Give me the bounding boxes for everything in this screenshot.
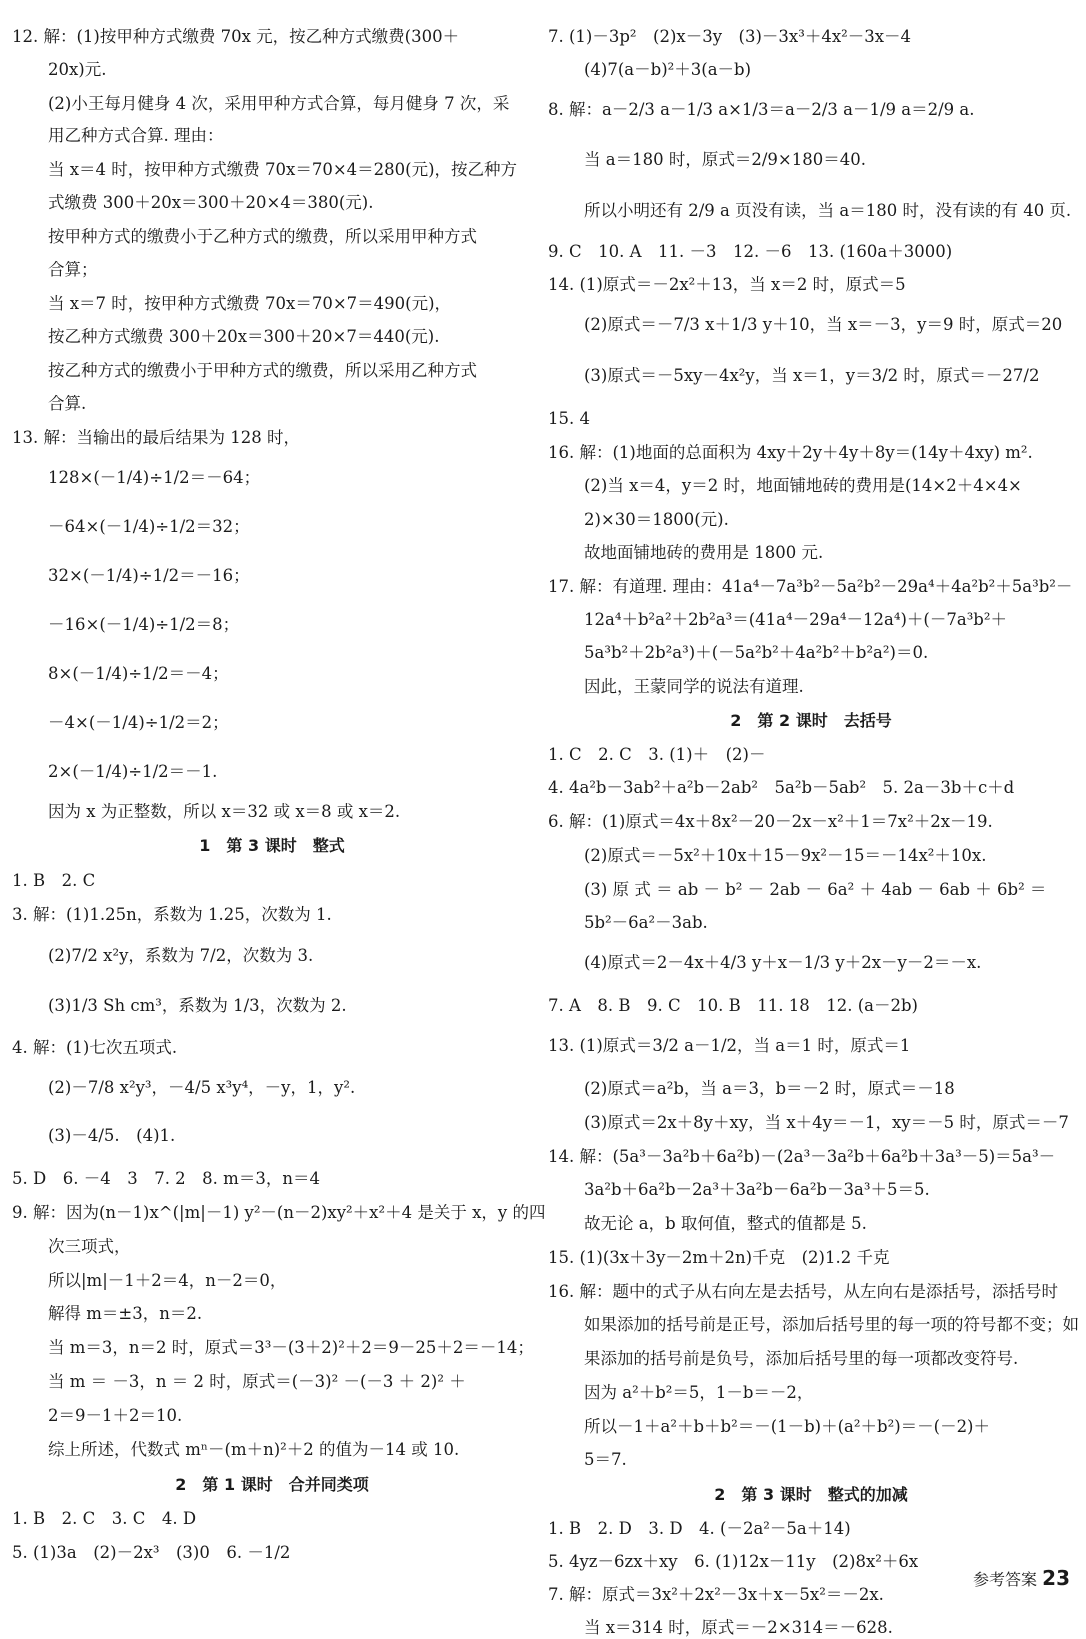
answer-line: 2×(－1/4)÷1/2＝－1. (48, 762, 218, 781)
answer-line: 7. A 8. B 9. C 10. B 11. 18 12. (a－2b) (548, 996, 918, 1015)
answer-line: 所以－1＋a²＋b＋b²＝－(1－b)＋(a²＋b²)＝－(－2)＋ (584, 1417, 990, 1436)
answer-line: 17. 解：有道理. 理由：41a⁴－7a³b²－5a²b²－29a⁴＋4a²b²＋5a³b²－ (548, 577, 1073, 596)
answer-line: 7. (1)－3p² (2)x－3y (3)－3x³＋4x²－3x－4 (548, 27, 912, 46)
section-heading: 2 第 3 课时 整式的加减 (714, 1485, 908, 1504)
answer-line: 综上所述，代数式 mⁿ－(m＋n)²＋2 的值为－14 或 10. (48, 1440, 460, 1459)
answer-line: 8. 解：a－2/3 a－1/3 a×1/3＝a－2/3 a－1/9 a＝2/9 a. (548, 100, 975, 119)
answer-line: 8×(－1/4)÷1/2＝－4； (48, 664, 229, 683)
answer-line: －4×(－1/4)÷1/2＝2； (48, 713, 229, 732)
answer-line: 5＝7. (584, 1450, 627, 1469)
answer-line: 如果添加的括号前是正号，添加后括号里的每一项的符号都不变；如 (584, 1315, 1079, 1334)
answer-line: 15. (1)(3x＋3y－2m＋2n)千克 (2)1.2 千克 (548, 1248, 890, 1267)
answer-line: 按乙种方式的缴费小于甲种方式的缴费，所以采用乙种方式 (48, 361, 477, 380)
answer-line: 当 m ＝ －3，n ＝ 2 时，原式＝(－3)² －(－3 ＋ 2)² ＋ (48, 1372, 466, 1391)
answer-line: 式缴费 300＋20x＝300＋20×4＝380(元). (48, 193, 374, 212)
answer-line: 20x)元. (48, 60, 107, 79)
answer-line: (2)原式＝－7/3 x＋1/3 y＋10，当 x＝－3，y＝9 时，原式＝20 (584, 315, 1063, 334)
answer-line: 32×(－1/4)÷1/2＝－16； (48, 566, 250, 585)
answer-line: 因为 a²＋b²＝5，1－b＝－2， (584, 1383, 814, 1402)
answer-line: 15. 4 (548, 409, 590, 428)
answer-line: 12a⁴＋b²a²＋2b²a³＝(41a⁴－29a⁴－12a⁴)＋(－7a³b²＋ (584, 610, 1007, 629)
answer-line: 9. 解：因为(n－1)x^(|m|－1) y²－(n－2)xy²＋x²＋4 是关于 x，y 的四 (12, 1203, 546, 1222)
answer-line: (4)原式＝2－4x＋4/3 y＋x－1/3 y＋2x－y－2＝－x. (584, 953, 982, 972)
answer-line: (3)原式＝2x＋8y＋xy，当 x＋4y＝－1，xy＝－5 时，原式＝－7 (584, 1113, 1069, 1132)
answer-line: 5. (1)3a (2)－2x³ (3)0 6. －1/2 (12, 1543, 291, 1562)
answer-line: －16×(－1/4)÷1/2＝8； (48, 615, 240, 634)
section-heading: 1 第 3 课时 整式 (199, 836, 345, 855)
answer-line: (2)7/2 x²y，系数为 7/2，次数为 3. (48, 946, 314, 965)
section-heading: 2 第 2 课时 去括号 (730, 711, 892, 730)
answer-line: 13. 解：当输出的最后结果为 128 时， (12, 428, 300, 447)
answer-line: 合算； (48, 260, 98, 279)
section-heading: 2 第 1 课时 合并同类项 (175, 1475, 369, 1494)
answer-line: (3)原式＝－5xy－4x²y，当 x＝1，y＝3/2 时，原式＝－27/2 (584, 366, 1040, 385)
answer-line: 5a³b²＋2b²a³)＋(－5a²b²＋4a²b²＋b²a²)＝0. (584, 643, 929, 662)
answer-line: 12. 解：(1)按甲种方式缴费 70x 元，按乙种方式缴费(300＋ (12, 27, 460, 46)
answer-line: 按乙种方式缴费 300＋20x＝300＋20×7＝440(元). (48, 327, 440, 346)
answer-line: 3a²b＋6a²b－2a³＋3a²b－6a²b－3a³＋5＝5. (584, 1180, 930, 1199)
answer-line: 13. (1)原式＝3/2 a－1/2，当 a＝1 时，原式＝1 (548, 1036, 911, 1055)
answer-line: 故地面铺地砖的费用是 1800 元. (584, 543, 824, 562)
answer-line: 2)×30＝1800(元). (584, 510, 729, 529)
answer-line: 合算. (48, 394, 87, 413)
footer-label: 参考答案 (973, 1570, 1038, 1589)
answer-line: 14. (1)原式＝－2x²＋13，当 x＝2 时，原式＝5 (548, 275, 906, 294)
answer-line: 故无论 a，b 取何值，整式的值都是 5. (584, 1214, 867, 1233)
answer-line: 5. 4yz－6zx＋xy 6. (1)12x－11y (2)8x²＋6x (548, 1552, 919, 1571)
answer-line: 2＝9－1＋2＝10. (48, 1406, 183, 1425)
answer-line: 1. B 2. C (12, 871, 96, 890)
answer-line: 3. 解：(1)1.25n，系数为 1.25，次数为 1. (12, 905, 332, 924)
page-number: 23 (1042, 1566, 1070, 1590)
answer-line: 解得 m＝±3，n＝2. (48, 1304, 203, 1323)
answer-line: (2)小王每月健身 4 次，采用甲种方式合算，每月健身 7 次，采 (48, 94, 510, 113)
answer-line: 用乙种方式合算. 理由： (48, 126, 224, 145)
answer-line: 当 a＝180 时，原式＝2/9×180＝40. (584, 150, 866, 169)
answer-line: 因此，王蒙同学的说法有道理. (584, 677, 804, 696)
answer-line: 4. 4a²b－3ab²＋a²b－2ab² 5a²b－5ab² 5. 2a－3b＋c＋d (548, 778, 1015, 797)
answer-line: 14. 解：(5a³－3a²b＋6a²b)－(2a³－3a²b＋6a²b＋3a³－5)＝5a³－ (548, 1147, 1056, 1166)
answer-line: 5. D 6. －4 3 7. 2 8. m＝3，n＝4 (12, 1169, 320, 1188)
answer-line: 9. C 10. A 11. －3 12. －6 13. (160a＋3000) (548, 242, 953, 261)
answer-line: (2)原式＝－5x²＋10x＋15－9x²－15＝－14x²＋10x. (584, 846, 987, 865)
answer-line: 5b²－6a²－3ab. (584, 913, 708, 932)
answer-line: 当 x＝314 时，原式＝－2×314＝－628. (584, 1618, 893, 1637)
answer-line: 所以小明还有 2/9 a 页没有读，当 a＝180 时，没有读的有 40 页. (584, 201, 1072, 220)
answer-line: (2)当 x＝4，y＝2 时，地面铺地砖的费用是(14×2＋4×4× (584, 476, 1022, 495)
answer-line: 16. 解：(1)地面的总面积为 4xy＋2y＋4y＋8y＝(14y＋4xy) m². (548, 443, 1033, 462)
answer-line: 果添加的括号前是负号，添加后括号里的每一项都改变符号. (584, 1349, 1019, 1368)
answer-line: (3)－4/5. (4)1. (48, 1126, 176, 1145)
answer-line: 所以|m|－1＋2＝4，n－2＝0， (48, 1271, 287, 1290)
answer-line: 当 x＝4 时，按甲种方式缴费 70x＝70×4＝280(元)，按乙种方 (48, 160, 518, 179)
answer-line: (2)原式＝a²b，当 a＝3，b＝－2 时，原式＝－18 (584, 1079, 955, 1098)
answer-line: 当 m＝3，n＝2 时，原式＝3³－(3＋2)²＋2＝9－25＋2＝－14； (48, 1338, 534, 1357)
answer-line: 1. C 2. C 3. (1)＋ (2)－ (548, 745, 766, 764)
answer-line: 6. 解：(1)原式＝4x＋8x²－20－2x－x²＋1＝7x²＋2x－19. (548, 812, 993, 831)
answer-line: 7. 解：原式＝3x²＋2x²－3x＋x－5x²＝－2x. (548, 1585, 884, 1604)
answer-line: 次三项式， (48, 1237, 131, 1256)
answer-line: (2)－7/8 x²y³，－4/5 x³y⁴，－y，1，y². (48, 1078, 356, 1097)
answer-line: (3) 原 式 ＝ ab － b² － 2ab － 6a² ＋ 4ab － 6ab ＋ 6b² ＝ (584, 880, 1047, 899)
answer-line: 16. 解：题中的式子从右向左是去括号，从左向右是添括号，添括号时 (548, 1282, 1058, 1301)
answer-line: 当 x＝7 时，按甲种方式缴费 70x＝70×7＝490(元)， (48, 294, 452, 313)
answer-line: 1. B 2. C 3. C 4. D (12, 1509, 197, 1528)
answer-line: 因为 x 为正整数，所以 x＝32 或 x＝8 或 x＝2. (48, 802, 401, 821)
answer-line: 128×(－1/4)÷1/2＝－64； (48, 468, 261, 487)
answer-line: (3)1/3 Sh cm³，系数为 1/3，次数为 2. (48, 996, 347, 1015)
answer-line: －64×(－1/4)÷1/2＝32； (48, 517, 250, 536)
page-footer (973, 1566, 1070, 1590)
answer-line: 4. 解：(1)七次五项式. (12, 1038, 178, 1057)
answer-line: 按甲种方式的缴费小于乙种方式的缴费，所以采用甲种方式 (48, 227, 477, 246)
answer-line: (4)7(a－b)²＋3(a－b) (584, 60, 752, 79)
answer-line: 1. B 2. D 3. D 4. (－2a²－5a＋14) (548, 1519, 851, 1538)
